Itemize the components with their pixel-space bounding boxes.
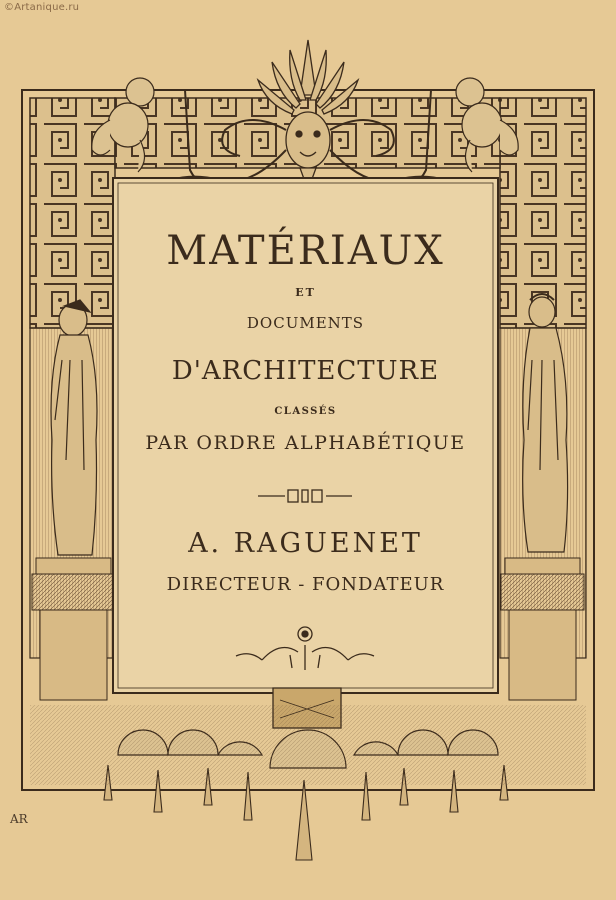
engraver-monogram: AR: [10, 812, 28, 826]
main-title: MATÉRIAUX: [166, 228, 445, 274]
author-name: A. RAGUENET: [188, 528, 423, 559]
title-block: [113, 178, 498, 693]
right-pedestal: [501, 558, 584, 700]
title-alphabetical: PAR ORDRE ALPHABÉTIQUE: [145, 432, 466, 454]
title-classes: CLASSÉS: [274, 406, 337, 417]
watermark-text: ©Artanique.ru: [4, 2, 80, 13]
left-pedestal: [32, 558, 115, 700]
title-architecture: D'ARCHITECTURE: [171, 356, 440, 386]
title-documents: DOCUMENTS: [246, 314, 365, 332]
author-role: DIRECTEUR - FONDATEUR: [166, 574, 445, 595]
title-conjunction: ET: [295, 286, 316, 299]
